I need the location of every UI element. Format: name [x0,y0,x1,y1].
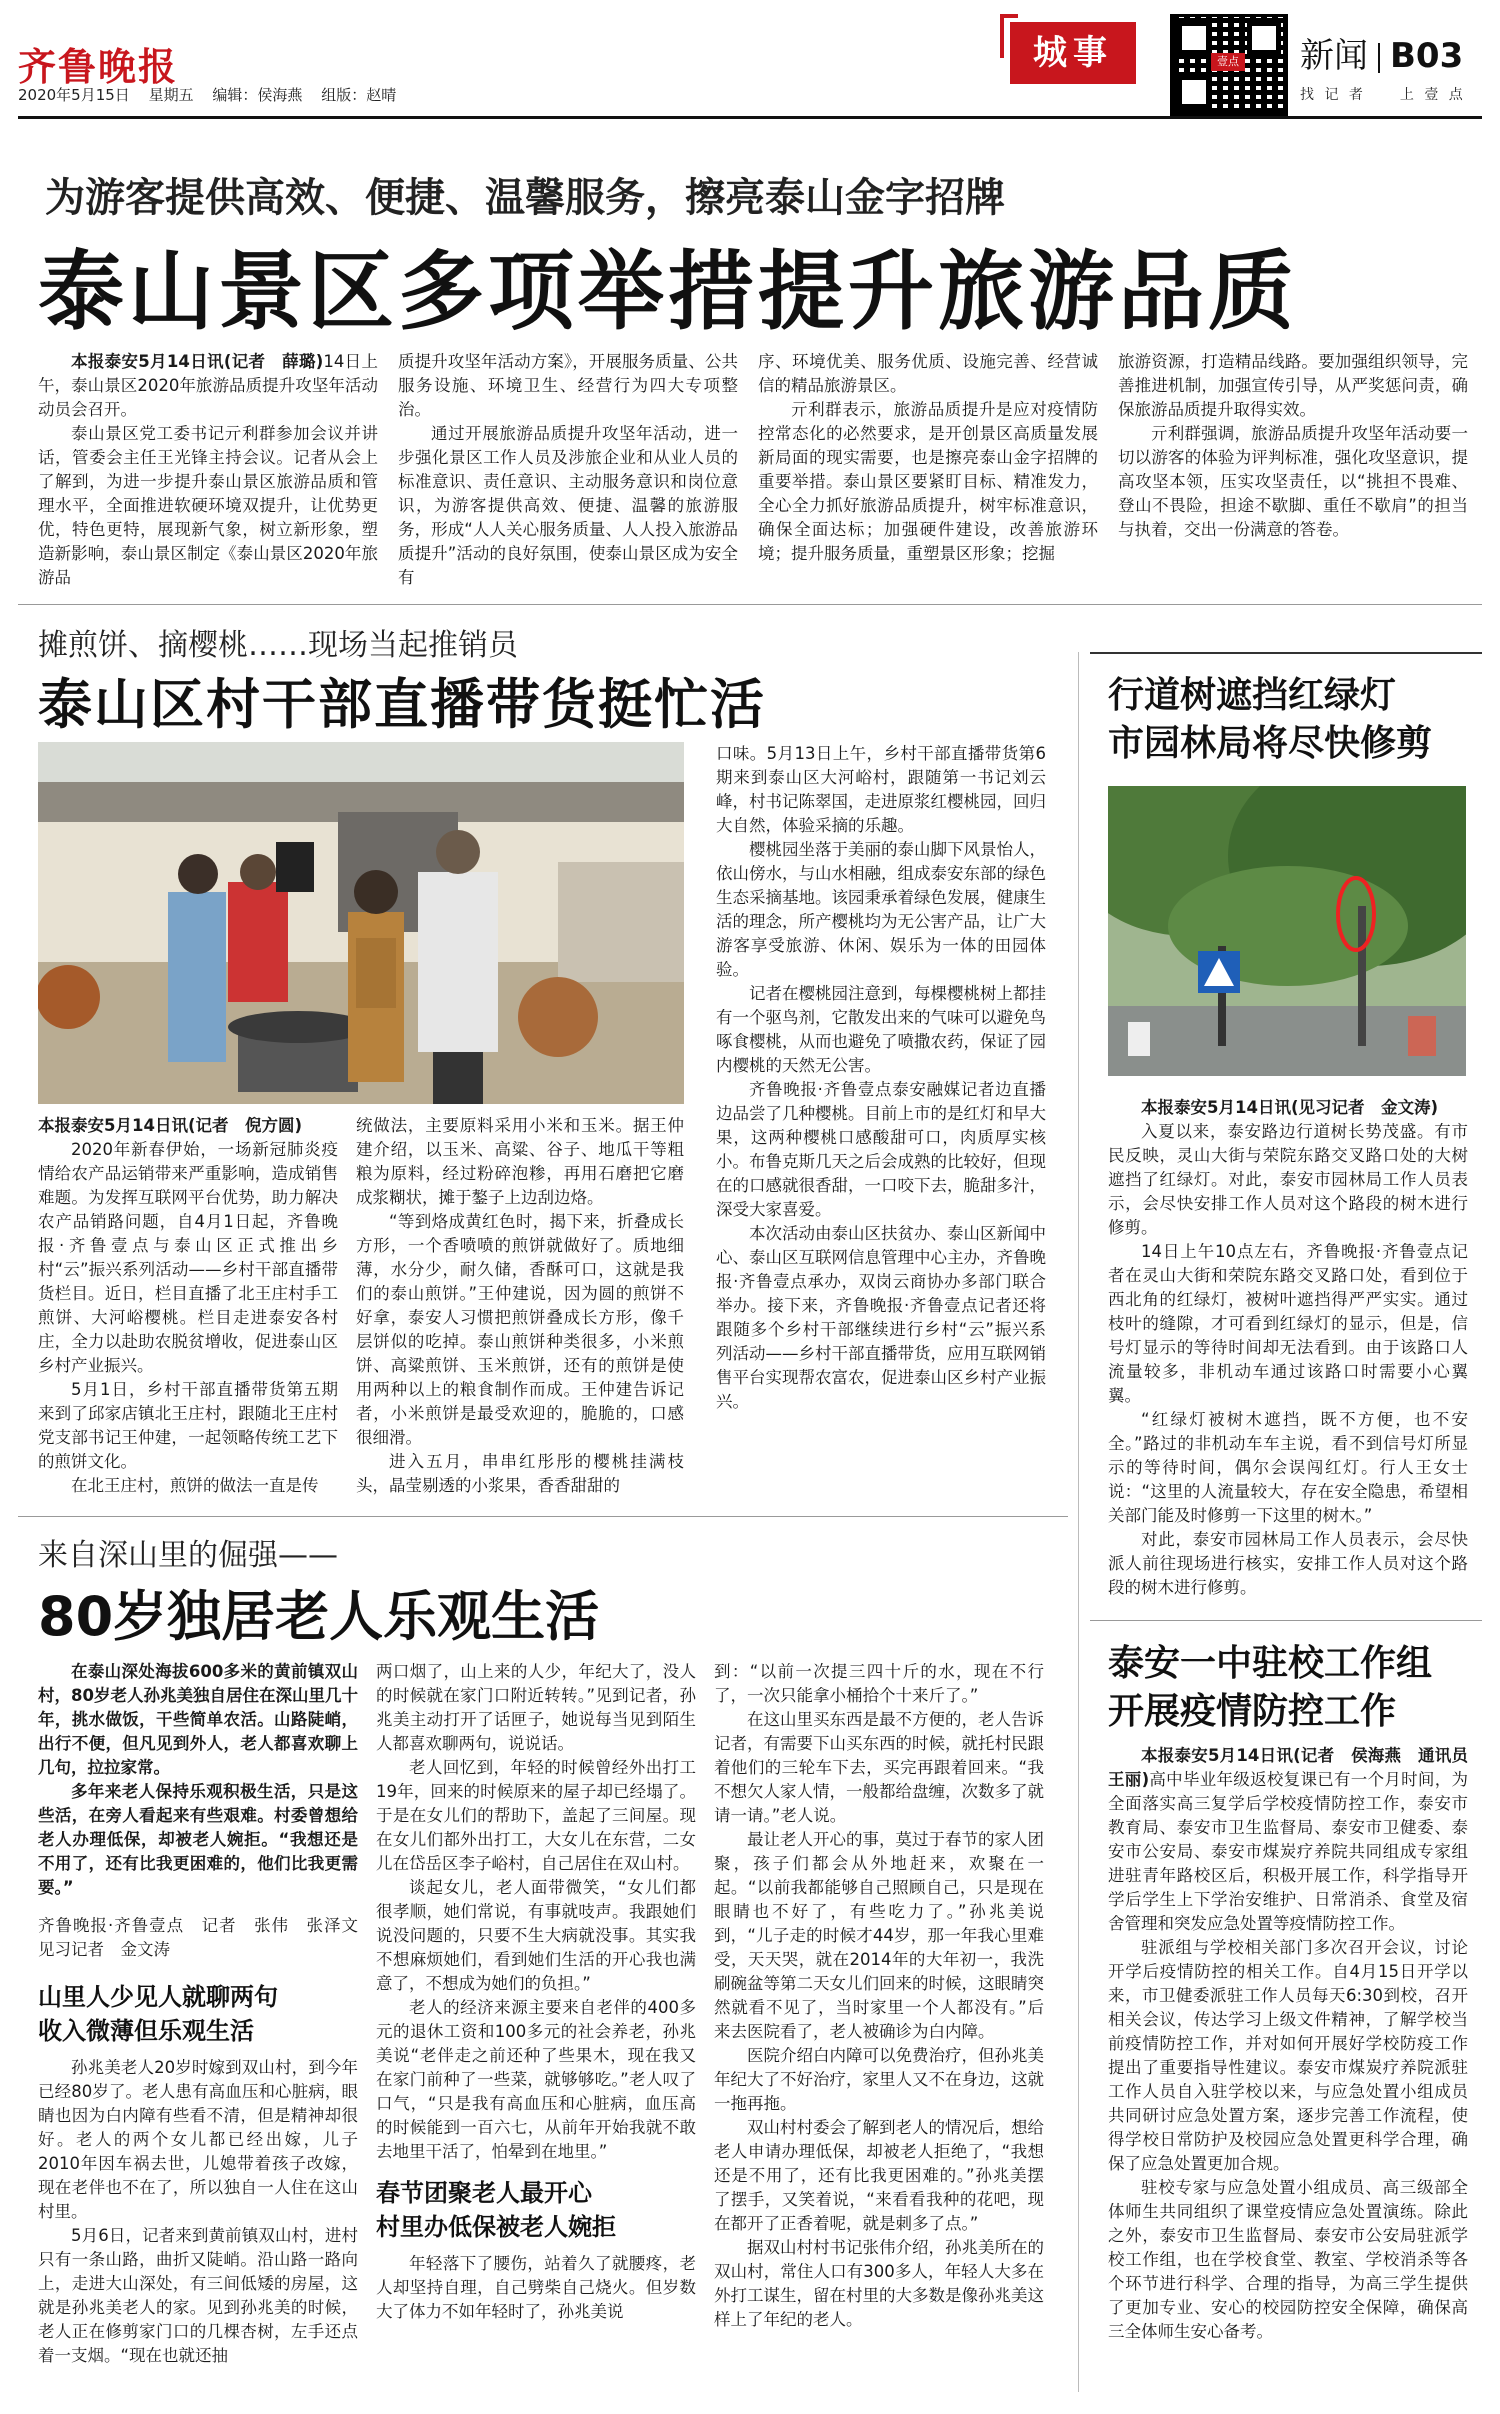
page-header [1300,28,1463,77]
livestream-scene-image [38,742,684,1104]
story3-minihead-2: 春节团聚老人最开心 村里办低保被老人婉拒 [376,2179,616,2241]
story2-subtitle: 摊煎饼、摘樱桃……现场当起推销员 [38,628,518,663]
story2-byline: 本报泰安5月14日讯(记者 倪方圆) [38,1116,303,1135]
story3-subtitle: 来自深山里的倔强—— [38,1538,338,1573]
story3-column-2: 两口烟了，山上来的人少，年纪大了，没人的时候就在家门口附近转转。”见到记者，孙兆美主动打开了话匣子，她说每当见到陌生人都喜欢聊两句，说说话。 老人回忆到，年轻的时候曾经外出打工19年，回来的时候原来的屋子却已经塌了。于是在女儿们的帮助下，盖起了三间屋。现在女儿们都外出打工，大女儿在东营，二女儿在岱岳区李子峪村，自己居住在双山村。 谈起女儿，老人面带微笑，“女儿们都很孝顺，她们常说，有事就吱声。我跟她们说没问题的，只要不生大病就没事。其实我不想麻烦她们，看到她们生活的开心我也满意了，不想成为她们的负担。” 老人的经济来源主要来自老伴的400多元的退休工资和100多元的社会养老，孙兆美说“老伴走之前还种了些果木，现在我又在家门前种了一些菜，就够够吃。”老人叹了口气，“只是我有高血压和心脏病，血压高的时候能到一百六七，从前年开始我就不敢去地里干活了，怕晕到在地里。” 春节团聚老人最开心 村里办低保被老人婉拒 年轻落下了腰伤，站着久了就腰疼，老人却坚持自理，自己劈柴自己烧火。但岁数大了体力不如年轻时了，孙兆美说 [376,1662,696,2321]
side1-body: 本报泰安5月14日讯(见习记者 金文涛) 入夏以来，泰安路边行道树长势茂盛。有市民反映，灵山大街与荣院东路交叉路口处的大树遮挡了红绿灯。对此，泰安市园林局工作人员表示，会尽快安排工作人员对这个路段的树木进行修剪。 14日上午10点左右，齐鲁晚报·齐鲁壹点记者在灵山大街和荣院东路交叉路口处，看到位于西北角的红绿灯，被树叶遮挡得严严实实。通过枝叶的缝隙，才可看到红绿灯的显示，但是，信号灯显示的等待时间却无法看到。由于该路口人流量较多，非机动车通过该路口时需要小心翼翼。 “红绿灯被树木遮挡，既不方便，也不安全。”路过的非机动车车主说，看不到信号灯所显示的等待时间，偶尔会误闯红灯。行人王女士说：“这里的人流量较大，存在安全隐患，希望相关部门能及时修剪一下这里的树木。” 对此，泰安市园林局工作人员表示，会尽快派人前往现场进行核实，安排工作人员对这个路段的树木进行修剪。 [1108,1098,1468,1597]
lead-subtitle: 为游客提供高效、便捷、温馨服务，擦亮泰山金字招牌 [45,174,1005,221]
page-number: B03 [1390,36,1464,76]
lead-column-1: 本报泰安5月14日讯(记者 薛璐)14日上午，泰山景区2020年旅游品质提升攻坚年活动动员会召开。 泰山景区党工委书记亓利群参加会议并讲话，管委会主任王光锋主持会议。记者从会上了解到，为进一步提升泰山景区旅游品质和管理水平，全面推进软硬环境双提升，让优势更优，特色更特，展现新气象，树立新形象，塑造新影响，泰山景区制定《泰山景区2020年旅游品 [38,352,378,587]
story3-column-1: 在泰山深处海拔600多米的黄前镇双山村，80岁老人孙兆美独自居住在深山里几十年，挑水做饭，干些简单农活。山路陡峭，出行不便，但凡见到外人，老人都喜欢聊上几句，拉拉家常。 多年来老人保持乐观积极生活，只是这些活，在旁人看起来有些艰难。村委曾想给老人办理低保，却被老人婉拒。“我想还是不用了，还有比我更困难的，他们比我更需要。” 齐鲁晚报·齐鲁壹点 记者 张伟 张泽文 见习记者 金文涛 山里人少见人就聊两句 收入微薄但乐观生活 孙兆美老人20岁时嫁到双山村，到今年已经80岁了。老人患有高血压和心脏病，眼睛也因为白内障有些看不清，但是精神却很好。老人的两个女儿都已经出嫁，儿子2010年因车祸去世，儿媳带着孩子改嫁，现在老伴也不在了，所以独自一人住在这山村里。 5月6日，记者来到黄前镇双山村，进村只有一条山路，曲折又陡峭。沿山路一路向上，走进大山深处，有三间低矮的房屋，这就是孙兆美老人的家。见到孙兆美的时候，老人正在修剪家门口的几棵杏树，左手还点着一支烟。“现在也就还抽 [38,1662,375,2365]
side1-byline: 本报泰安5月14日讯(见习记者 金文涛) [1141,1098,1439,1117]
story3-minihead-1: 山里人少见人就聊两句 收入微薄但乐观生活 [38,1983,278,2045]
header-rule [18,116,1482,119]
editor-credit: 编辑：侯海燕 [212,86,303,104]
story2-column-3: 口味。5月13日上午，乡村干部直播带货第6期来到泰山区大河峪村，跟随第一书记刘云峰，村书记陈翠国，走进原浆红樱桃园，回归大自然，体验采摘的乐趣。 樱桃园坐落于美丽的泰山脚下风景怡人，依山傍水，与山水相融，组成泰安东部的绿色生态采摘基地。该园秉承着绿色发展，健康生活的理念，所产樱桃均为无公害产品，让广大游客享受旅游、休闲、娱乐为一体的田园体验。 记者在樱桃园注意到，每棵樱桃树上都挂有一个驱鸟剂，它散发出来的气味可以避免鸟啄食樱桃，从而也避免了喷撒农药，保证了园内樱桃的天然无公害。 齐鲁晚报·齐鲁壹点泰安融媒记者边直播边品尝了几种樱桃。目前上市的是红灯和早大果，这两种樱桃口感酸甜可口，肉质厚实核小。布鲁克斯几天之后会成熟的比较好，但现在的口感就很香甜，一口咬下去，脆甜多汁，深受大家喜爱。 本次活动由泰山区扶贫办、泰山区新闻中心、泰山区互联网信息管理中心主办，齐鲁晚报·齐鲁壹点承办，双岗云商协办多部门联合举办。接下来，齐鲁晚报·齐鲁壹点记者还将跟随多个乡村干部继续进行乡村“云”振兴系列活动——乡村干部直播带货，应用互联网销售平台实现帮农富农，促进泰山区乡村产业振兴。 [716,744,1046,1411]
story3-title: 80岁独居老人乐观生活 [38,1585,600,1648]
newspaper-logo: 齐鲁晚报 [18,44,179,89]
layout-credit: 组版：赵晴 [321,86,397,104]
section-tag: 城事 [1010,22,1136,84]
section-divider-2 [18,1516,1068,1517]
lead-byline: 本报泰安5月14日讯(记者 薛璐) [71,352,324,371]
section-divider [18,604,1482,605]
livestream-photo [38,742,684,1104]
page-title: 新闻 [1300,36,1368,76]
story3-column-3: 到：“以前一次提三四十斤的水，现在不行了，一次只能拿小桶拾个十来斤了。” 在这山里买东西是最不方便的，老人告诉记者，有需要下山买东西的时候，就托村民跟着他们的三轮车下去，买完再跟着回来。“我不想欠人家人情，一般都给盘缠，次数多了就请一请。”老人说。 最让老人开心的事，莫过于春节的家人团聚，孩子们都会从外地赶来，欢聚在一起。“以前我都能够自己照顾自己，只是现在眼睛也不好了，有些吃力了。”孙兆美说到，“儿子走的时候才44岁，那一年我心里难受，天天哭，就在2014年的大年初一，我洗刷碗盆等第二天女儿们回来的时候，这眼睛突然就看不见了，当时家里一个人都没有。”后来去医院看了，老人被确诊为白内障。 医院介绍白内障可以免费治疗，但孙兆美年纪大了不好治疗，家里人又不在身边，这就一拖再拖。 双山村村委会了解到老人的情况后，想给老人申请办理低保，却被老人拒绝了，“我想还是不用了，还有比我更困难的。”孙兆美摆了摆手，又笑着说，“来看看我种的花吧，现在都开了正香着呢，就是刺多了点。” 据双山村村书记张伟介绍，孙兆美所在的双山村，常住人口有300多人，年轻人大多在外打工谋生，留在村里的大多数是像孙兆美这样上了年纪的老人。 [714,1662,1044,2329]
story2-title: 泰山区村干部直播带货挺忙活 [38,673,766,736]
street-tree-image [1108,786,1466,1076]
lead-column-3: 序、环境优美、服务优质、设施完善、经营诚信的精品旅游景区。 亓利群表示，旅游品质提升是应对疫情防控常态化的必然要求，是开创景区高质量发展新局面的现实需要，也是擦亮泰山金字招牌的重要举措。泰山景区要紧盯目标、精准发力，全心全力抓好旅游品质提升，树牢标准意识，确保全面达标；加强硬件建设，改善旅游环境；提升服务质量，重塑景区形象；挖掘 [758,352,1098,563]
street-tree-photo [1108,786,1466,1076]
center-column-rule [1078,652,1079,2392]
dateline [18,84,410,105]
lead-title: 泰山景区多项举措提升旅游品质 [38,242,1298,342]
story2-column-2: 统做法，主要原料采用小米和玉米。据王仲建介绍，以玉米、高粱、谷子、地瓜干等粗粮为原料，经过粉碎泡糁，再用石磨把它磨成浆糊状，摊于鏊子上边刮边烙。 “等到烙成黄红色时，揭下来，折叠成长方形，一个香喷喷的煎饼就做好了。质地细薄，水分少，耐久储，香酥可口，这就是我们的泰山煎饼。”王仲建说，因为圆的煎饼不好拿，泰安人习惯把煎饼叠成长方形，像千层饼似的吃掉。泰山煎饼种类很多，小米煎饼、高粱煎饼、玉米煎饼，还有的煎饼是使用两种以上的粮食制作而成。王仲建告诉记者，小米煎饼是最受欢迎的，脆脆的，口感很细滑。 进入五月，串串红彤彤的樱桃挂满枝头，晶莹剔透的小浆果，香香甜甜的 [356,1116,684,1495]
story2-column-1: 本报泰安5月14日讯(记者 倪方圆) 2020年新春伊始，一场新冠肺炎疫情给农产品运销带来严重影响，造成销售难题。为发挥互联网平台优势，助力解决农产品销路问题，自4月1日起，齐鲁晚报·齐鲁壹点与泰山区正式推出乡村“云”振兴系列活动——乡村干部直播带货栏目。近日，栏目直播了北王庄村手工煎饼、大河峪樱桃。栏目走进泰安各村庄，全力以赴助农脱贫增收，促进泰山区乡村产业振兴。 5月1日，乡村干部直播带货第五期来到了邱家店镇北王庄村，跟随北王庄村党支部书记王仲建，一起领略传统工艺下的煎饼文化。 在北王庄村，煎饼的做法一直是传 [38,1116,338,1495]
issue-weekday: 星期五 [148,86,194,104]
lead-column-4: 旅游资源，打造精品线路。要加强组织领导，完善推进机制，加强宣传引导，从严奖惩问责，确保旅游品质提升取得实效。 亓利群强调，旅游品质提升攻坚年活动要一切以游客的体验为评判标准，强化攻坚意识，提高攻坚本领，压实攻坚责任，以“挑担不畏难、登山不畏险，担途不歇脚、重任不歇肩”的担当与执着，交出一份满意的答卷。 [1118,352,1468,539]
story3-byline: 齐鲁晚报·齐鲁壹点 记者 张伟 张泽文 见习记者 金文涛 [38,1916,375,1959]
qr-code-icon[interactable] [1170,14,1288,116]
side1-title: 行道树遮挡红绿灯 市园林局将尽快修剪 [1108,675,1433,764]
issue-date: 2020年5月15日 [18,86,130,104]
lead-column-2: 质提升攻坚年活动方案》，开展服务质量、公共服务设施、环境卫生、经营行为四大专项整治。 通过开展旅游品质提升攻坚年活动，进一步强化景区工作人员及涉旅企业和从业人员的标准意识、责任意识、主动服务意识和岗位意识，为游客提供高效、便捷、温馨的旅游服务，形成“人人关心服务质量、人人投入旅游品质提升”活动的良好氛围，使泰山景区成为安全有 [398,352,738,587]
side2-body: 本报泰安5月14日讯(记者 侯海燕 通讯员 王丽)高中毕业年级返校复课已有一个月时间，为全面落实高三复学后学校疫情防控工作，泰安市教育局、泰安市卫生监督局、泰安市卫健委、泰安市公安局、泰安市煤炭疗养院共同组成专家组进驻青年路校区后，积极开展工作，科学指导开学后学生上下学治安维护、日常消杀、食堂及宿舍管理和突发应急处置等疫情防控工作。 驻派组与学校相关部门多次召开会议，讨论开学后疫情防控的相关工作。自4月15日开学以来，市卫健委派驻工作人员每天6:30到校，召开相关会议，传达学习上级文件精神，了解学校当前疫情防控工作，并对如何开展好学校防疫工作提出了重要指导性建议。泰安市煤炭疗养院派驻工作人员自入驻学校以来，与应急处置小组成员共同研讨应急处置方案，逐步完善工作流程，使得学校日常防护及校园应急处置更科学合理，确保了应急处置更加合规。 驻校专家与应急处置小组成员、高三级部全体师生共同组织了课堂疫情应急处置演练。除此之外，泰安市卫生监督局、泰安市公安局驻派学校工作组，也在学校食堂、教室、学校消杀等各个环节进行科学、合理的指导，为高三学生提供了更加专业、安心的校园防控安全保障，确保高三全体师生安心备考。 [1108,1746,1485,2341]
story3-intro: 在泰山深处海拔600多米的黄前镇双山村，80岁老人孙兆美独自居住在深山里几十年，挑水做饭，干些简单农活。山路陡峭，出行不便，但凡见到外人，老人都喜欢聊上几句，拉拉家常。 [38,1662,358,1777]
page-subline: 找 记 者 上 壹 点 [1300,87,1466,103]
side2-title: 泰安一中驻校工作组 开展疫情防控工作 [1108,1643,1433,1732]
section-divider-3 [1090,1620,1482,1621]
side2-byline: 本报泰安5月14日讯(记者 侯海燕 通讯员 王丽) [1108,1746,1485,1789]
side-rule [1090,652,1482,654]
qr-label: 壹点 [1211,53,1245,71]
